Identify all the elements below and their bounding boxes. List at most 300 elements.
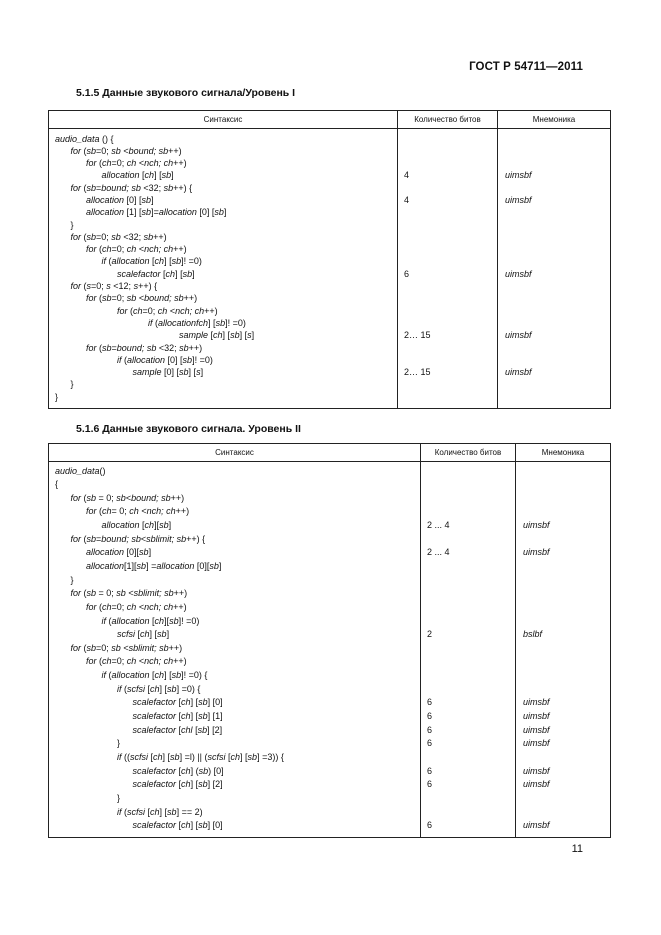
syntax-token: ] [ xyxy=(149,629,158,640)
syntax-token: scfsi xyxy=(130,751,148,762)
syntax-token: ( xyxy=(127,305,134,316)
syntax-token: if xyxy=(101,615,106,626)
table-row xyxy=(49,392,611,408)
syntax-token: ]! =0) xyxy=(192,354,213,365)
mnemonic-cell xyxy=(498,158,611,170)
syntax-cell xyxy=(49,256,398,268)
syntax-token: sb xyxy=(157,629,167,640)
syntax-token: for xyxy=(117,305,128,316)
syntax-token: [ xyxy=(145,683,151,694)
syntax-token: ++) xyxy=(188,342,203,353)
syntax-token: if xyxy=(148,317,153,328)
syntax-token: sb xyxy=(86,642,97,653)
syntax-token: [ xyxy=(139,520,145,531)
table-row xyxy=(49,355,611,367)
syntax-token: ]! =0) { xyxy=(181,670,208,681)
syntax-token: scalefactor xyxy=(132,779,177,790)
syntax-token: < xyxy=(136,244,145,255)
syntax-token: for xyxy=(86,342,97,353)
syntax-token: = xyxy=(96,533,102,544)
syntax-token: for xyxy=(86,244,97,255)
syntax-token: = 0; xyxy=(111,506,130,517)
syntax-token: ] =3)) { xyxy=(257,751,284,762)
syntax-token: =0; xyxy=(96,231,112,242)
syntax-token: nch; ch xyxy=(144,244,174,255)
syntax-token: sb xyxy=(198,820,208,831)
syntax-token: [0][ xyxy=(194,560,210,571)
syntax-token: ( xyxy=(96,293,103,304)
syntax-token: [ xyxy=(135,629,141,640)
bits-cell: 2… 15 xyxy=(398,367,498,379)
syntax-token: sb xyxy=(167,683,177,694)
syntax-token: for xyxy=(70,231,82,242)
mnemonic-cell xyxy=(498,129,611,146)
syntax-token: scalefactor xyxy=(132,820,177,831)
bits-cell xyxy=(421,506,516,520)
syntax-token: for xyxy=(70,492,82,503)
syntax-token: s xyxy=(196,367,201,378)
mnemonic-cell xyxy=(516,506,611,520)
syntax-token: sb xyxy=(170,751,180,762)
syntax-cell xyxy=(49,793,421,807)
syntax-cell xyxy=(49,379,398,391)
table-row xyxy=(49,379,611,391)
syntax-token: ] [ xyxy=(162,751,171,762)
syntax-token: allocation xyxy=(86,207,125,218)
table-row xyxy=(49,711,611,725)
syntax-token: sb xyxy=(141,207,152,218)
syntax-token: ] xyxy=(171,170,174,181)
bits-cell xyxy=(398,146,498,158)
syntax-token: sb xyxy=(161,170,172,181)
syntax-cell xyxy=(49,207,398,219)
mnemonic-cell: uimsbf xyxy=(516,738,611,752)
syntax-token: for xyxy=(70,281,82,292)
syntax-token: ++) xyxy=(204,305,218,316)
syntax-token: sb xyxy=(86,231,97,242)
syntax-token: ++) xyxy=(173,601,187,612)
table-row xyxy=(49,684,611,698)
table-row xyxy=(49,256,611,268)
table-row xyxy=(49,643,611,657)
mnemonic-cell xyxy=(516,602,611,616)
syntax-token: ][ xyxy=(164,615,170,626)
syntax-token: <32; xyxy=(140,182,164,193)
syntax-token: sb xyxy=(116,588,126,599)
syntax-token: < xyxy=(136,601,145,612)
syntax-token: ch xyxy=(181,765,191,776)
syntax-token: =0; xyxy=(96,145,112,156)
syntax-token: s xyxy=(86,281,92,292)
mnemonic-cell xyxy=(498,293,611,305)
syntax-token: ++) xyxy=(168,642,183,653)
syntax-token: allocation xyxy=(158,207,197,218)
syntax-token: allocation xyxy=(86,194,125,205)
bits-cell xyxy=(398,318,498,330)
syntax-token: nch; ch xyxy=(144,656,174,667)
syntax-cell xyxy=(49,602,421,616)
syntax-token: if xyxy=(117,683,122,694)
bits-cell xyxy=(398,306,498,318)
syntax-token: sb xyxy=(171,256,182,267)
syntax-token: sblimit; sb xyxy=(133,588,174,599)
syntax-token: < xyxy=(120,145,129,156)
mnemonic-cell xyxy=(498,379,611,391)
syntax-token: ++) xyxy=(173,588,188,599)
syntax-token: ] xyxy=(223,207,227,218)
syntax-token: bound; sb xyxy=(131,492,171,503)
syntax-token: sb xyxy=(198,779,208,790)
syntax-cell xyxy=(49,670,421,684)
syntax-token: ch xyxy=(144,170,155,181)
bits-cell: 6 xyxy=(421,697,516,711)
syntax-token: ( xyxy=(106,615,112,626)
syntax-cell xyxy=(49,183,398,195)
mnemonic-cell: uimsbf xyxy=(516,725,611,739)
bits-cell xyxy=(421,670,516,684)
syntax-token: ( xyxy=(81,182,87,193)
bits-cell xyxy=(398,256,498,268)
mnemonic-cell: uimsbf xyxy=(516,779,611,793)
bits-cell xyxy=(398,207,498,219)
syntax-token: [ xyxy=(176,724,182,735)
syntax-token: ] [0] xyxy=(207,820,223,831)
mnemonic-cell xyxy=(516,684,611,698)
syntax-token: [0] [ xyxy=(165,354,183,365)
mnemonic-cell xyxy=(498,232,611,244)
syntax-token: ] xyxy=(192,268,195,279)
syntax-token: sb xyxy=(169,615,179,626)
syntax-token: scfsi xyxy=(117,629,135,640)
syntax-token: s xyxy=(133,281,139,292)
syntax-cell xyxy=(49,170,398,182)
syntax-cell xyxy=(49,195,398,207)
bits-cell xyxy=(421,462,516,480)
table-row xyxy=(49,232,611,244)
syntax-token: sb xyxy=(167,806,177,817)
table-row xyxy=(49,306,611,318)
table-row xyxy=(49,183,611,195)
table-row xyxy=(49,629,611,643)
bits-cell xyxy=(398,355,498,367)
bits-cell: 6 xyxy=(421,779,516,793)
syntax-token: [ xyxy=(145,806,151,817)
syntax-token: nch; ch xyxy=(175,305,205,316)
syntax-table-1 xyxy=(48,110,611,409)
mnemonic-cell: uimsbf xyxy=(498,170,611,182)
section-title-1: 5.1.5 Данные звукового сигнала/Уровень I xyxy=(76,87,296,99)
syntax-token: sb xyxy=(163,182,174,193)
syntax-token: allocation xyxy=(86,547,125,558)
table-row xyxy=(49,367,611,379)
table-row xyxy=(49,656,611,670)
syntax-token: bound; sb xyxy=(101,533,141,544)
bits-cell xyxy=(421,575,516,589)
syntax-token: ] [ xyxy=(190,711,199,722)
syntax-cell xyxy=(49,330,398,342)
syntax-token: sb xyxy=(230,330,240,341)
mnemonic-cell xyxy=(498,355,611,367)
syntax-token: ch xyxy=(150,683,160,694)
syntax-token: < xyxy=(125,588,134,599)
column-header-bits: Количество битов xyxy=(421,444,516,462)
syntax-token: for xyxy=(70,145,82,156)
mnemonic-cell xyxy=(516,575,611,589)
syntax-token: allocation xyxy=(101,170,140,181)
syntax-cell xyxy=(49,643,421,657)
syntax-table-2 xyxy=(48,443,611,838)
syntax-token: ( xyxy=(81,533,87,544)
syntax-token: [0] [ xyxy=(196,207,215,218)
syntax-token: ++) { xyxy=(173,182,193,193)
syntax-token: ] xyxy=(251,330,255,341)
syntax-cell xyxy=(49,146,398,158)
mnemonic-cell: uimsbf xyxy=(498,269,611,281)
syntax-token: ] =l) || ( xyxy=(179,751,208,762)
syntax-token: ][ xyxy=(154,520,160,531)
mnemonic-cell xyxy=(516,793,611,807)
table-row xyxy=(49,158,611,170)
syntax-token: scfsi xyxy=(127,806,145,817)
syntax-token: chl xyxy=(181,724,193,735)
syntax-token: audio_data xyxy=(55,466,100,476)
syntax-token: ch xyxy=(102,601,112,612)
syntax-token: ] [ xyxy=(240,751,248,762)
syntax-token: ] = xyxy=(146,560,157,571)
syntax-token: bound; sb xyxy=(128,145,169,156)
syntax-token: sb xyxy=(198,765,209,776)
mnemonic-cell xyxy=(516,479,611,493)
table-row xyxy=(49,281,611,293)
syntax-cell xyxy=(49,367,398,379)
syntax-token: if xyxy=(101,670,106,681)
syntax-token: ] [ xyxy=(190,697,199,708)
bits-cell xyxy=(421,752,516,766)
syntax-cell xyxy=(49,506,421,520)
mnemonic-cell: uimsbf xyxy=(516,766,611,780)
bits-cell xyxy=(421,793,516,807)
syntax-token: [ xyxy=(139,170,145,181)
syntax-cell xyxy=(49,479,421,493)
syntax-token: sb xyxy=(179,367,189,378)
table-row xyxy=(49,779,611,793)
syntax-token: ch xyxy=(129,506,139,517)
syntax-token: sb xyxy=(209,560,219,571)
bits-cell xyxy=(421,602,516,616)
syntax-token: ] [0] xyxy=(207,697,223,708)
bits-cell: 6 xyxy=(421,738,516,752)
syntax-token: ( xyxy=(121,354,127,365)
syntax-cell xyxy=(49,820,421,838)
syntax-token: () { xyxy=(99,134,114,144)
syntax-token: for xyxy=(86,506,97,517)
syntax-cell xyxy=(49,684,421,698)
syntax-token: [ xyxy=(149,256,155,267)
bits-cell xyxy=(398,293,498,305)
section-title-2: 5.1.6 Данные звукового сигнала. Уровень II xyxy=(76,423,301,435)
table-row xyxy=(49,820,611,838)
syntax-token: } xyxy=(70,219,74,230)
syntax-cell xyxy=(49,293,398,305)
syntax-token: nch; ch xyxy=(144,158,174,169)
mnemonic-cell: uimsbf xyxy=(498,195,611,207)
table-row xyxy=(49,793,611,807)
syntax-token: [0][ xyxy=(124,547,140,558)
mnemonic-cell xyxy=(498,392,611,408)
syntax-token: for xyxy=(86,656,97,667)
mnemonic-cell xyxy=(516,561,611,575)
syntax-cell xyxy=(49,561,421,575)
syntax-token: for xyxy=(70,588,82,599)
syntax-token: =0; xyxy=(111,656,127,667)
syntax-token: audio_data xyxy=(55,134,100,144)
syntax-token: [1] [ xyxy=(124,207,142,218)
syntax-cell xyxy=(49,462,421,480)
syntax-token: for xyxy=(86,601,97,612)
syntax-token: nch; ch xyxy=(144,601,174,612)
bits-cell: 2… 15 xyxy=(398,330,498,342)
syntax-token: ( xyxy=(106,256,112,267)
syntax-cell xyxy=(49,129,398,146)
mnemonic-cell xyxy=(516,670,611,684)
syntax-token: ch xyxy=(154,256,165,267)
column-header-syntax: Синтаксис xyxy=(49,111,398,129)
syntax-token: ( xyxy=(81,231,87,242)
syntax-token: } xyxy=(70,574,74,585)
table-row xyxy=(49,244,611,256)
syntax-token: sb xyxy=(198,711,208,722)
mnemonic-cell: uimsbf xyxy=(516,520,611,534)
syntax-token: ) [0] xyxy=(208,765,224,776)
table-row xyxy=(49,493,611,507)
syntax-token: } xyxy=(70,379,74,390)
table-row xyxy=(49,146,611,158)
syntax-token: sb xyxy=(136,560,147,571)
syntax-token: [ xyxy=(176,697,182,708)
syntax-token: allocation xyxy=(111,256,150,267)
syntax-token: sb xyxy=(198,697,208,708)
column-header-mnemonic: Мнемоника xyxy=(516,444,611,462)
syntax-token: for xyxy=(70,182,82,193)
syntax-token: ( xyxy=(96,656,103,667)
syntax-token: sb xyxy=(182,354,193,365)
syntax-token: ] [ xyxy=(188,367,197,378)
mnemonic-cell xyxy=(516,656,611,670)
syntax-token: ch xyxy=(144,520,155,531)
syntax-token: ] [ xyxy=(208,317,216,328)
syntax-token: } xyxy=(117,792,121,803)
column-header-bits: Количество битов xyxy=(398,111,498,129)
syntax-token: if xyxy=(117,751,122,762)
syntax-token: sb xyxy=(102,342,112,353)
syntax-token: ch xyxy=(133,305,143,316)
syntax-token: ] xyxy=(151,194,154,205)
syntax-token: < xyxy=(136,293,145,304)
table-row xyxy=(49,725,611,739)
syntax-cell xyxy=(49,306,398,318)
page-number: 11 xyxy=(571,843,583,855)
mnemonic-cell xyxy=(516,807,611,821)
syntax-token: sb xyxy=(159,520,169,531)
syntax-token: sb xyxy=(102,293,112,304)
syntax-token: sb xyxy=(247,751,258,762)
mnemonic-cell xyxy=(498,207,611,219)
syntax-token: [ xyxy=(176,765,182,776)
syntax-token: allocation xyxy=(111,615,150,626)
syntax-token: ( xyxy=(81,145,87,156)
bits-cell: 2 xyxy=(421,629,516,643)
table-row xyxy=(49,602,611,616)
syntax-token: ] xyxy=(168,520,172,531)
syntax-token: scalefactor xyxy=(132,724,177,735)
syntax-token: sb xyxy=(86,588,97,599)
syntax-token: ch xyxy=(154,615,165,626)
syntax-token: allocation xyxy=(101,520,140,531)
mnemonic-cell xyxy=(498,146,611,158)
bits-cell xyxy=(398,244,498,256)
bits-cell xyxy=(421,479,516,493)
mnemonic-cell: uimsbf xyxy=(516,820,611,838)
syntax-token: = 0; xyxy=(96,588,117,599)
syntax-cell xyxy=(49,629,421,643)
syntax-cell xyxy=(49,807,421,821)
mnemonic-cell xyxy=(516,752,611,766)
table-row xyxy=(49,269,611,281)
syntax-cell xyxy=(49,343,398,355)
table-row xyxy=(49,220,611,232)
syntax-token: [1][ xyxy=(124,560,137,571)
syntax-token: ch xyxy=(165,268,176,279)
syntax-token: ch xyxy=(102,506,112,517)
syntax-token: =0; xyxy=(111,601,127,612)
syntax-token: scfsi xyxy=(207,751,226,762)
syntax-token: ch xyxy=(126,601,137,612)
syntax-cell xyxy=(49,158,398,170)
mnemonic-cell: uimsbf xyxy=(516,547,611,561)
table-row xyxy=(49,170,611,182)
mnemonic-cell: uimsbf xyxy=(498,330,611,342)
table-row xyxy=(49,479,611,493)
table-row xyxy=(49,195,611,207)
syntax-token: allocationfch xyxy=(158,317,209,328)
syntax-cell xyxy=(49,244,398,256)
syntax-cell xyxy=(49,281,398,293)
syntax-token: =0; xyxy=(111,244,127,255)
syntax-token: ++) { xyxy=(186,533,206,544)
syntax-token: [0] [ xyxy=(124,194,142,205)
syntax-cell xyxy=(49,355,398,367)
syntax-cell xyxy=(49,534,421,548)
syntax-token: ] [ xyxy=(175,268,183,279)
syntax-token: sample xyxy=(132,367,162,378)
bits-cell xyxy=(398,129,498,146)
syntax-token: [0] [ xyxy=(161,367,180,378)
syntax-token: < xyxy=(125,492,132,503)
table-row xyxy=(49,330,611,342)
syntax-token: scalefactor xyxy=(132,697,177,708)
bits-cell: 6 xyxy=(421,711,516,725)
syntax-token: for xyxy=(70,533,82,544)
syntax-token: =0; xyxy=(111,158,127,169)
syntax-token: sb xyxy=(171,670,182,681)
syntax-token: ( xyxy=(121,806,127,817)
bits-cell: 6 xyxy=(398,269,498,281)
syntax-cell xyxy=(49,711,421,725)
syntax-token: ch xyxy=(140,629,150,640)
syntax-token: ] [ xyxy=(190,820,199,831)
bits-cell xyxy=(398,232,498,244)
table-row xyxy=(49,616,611,630)
